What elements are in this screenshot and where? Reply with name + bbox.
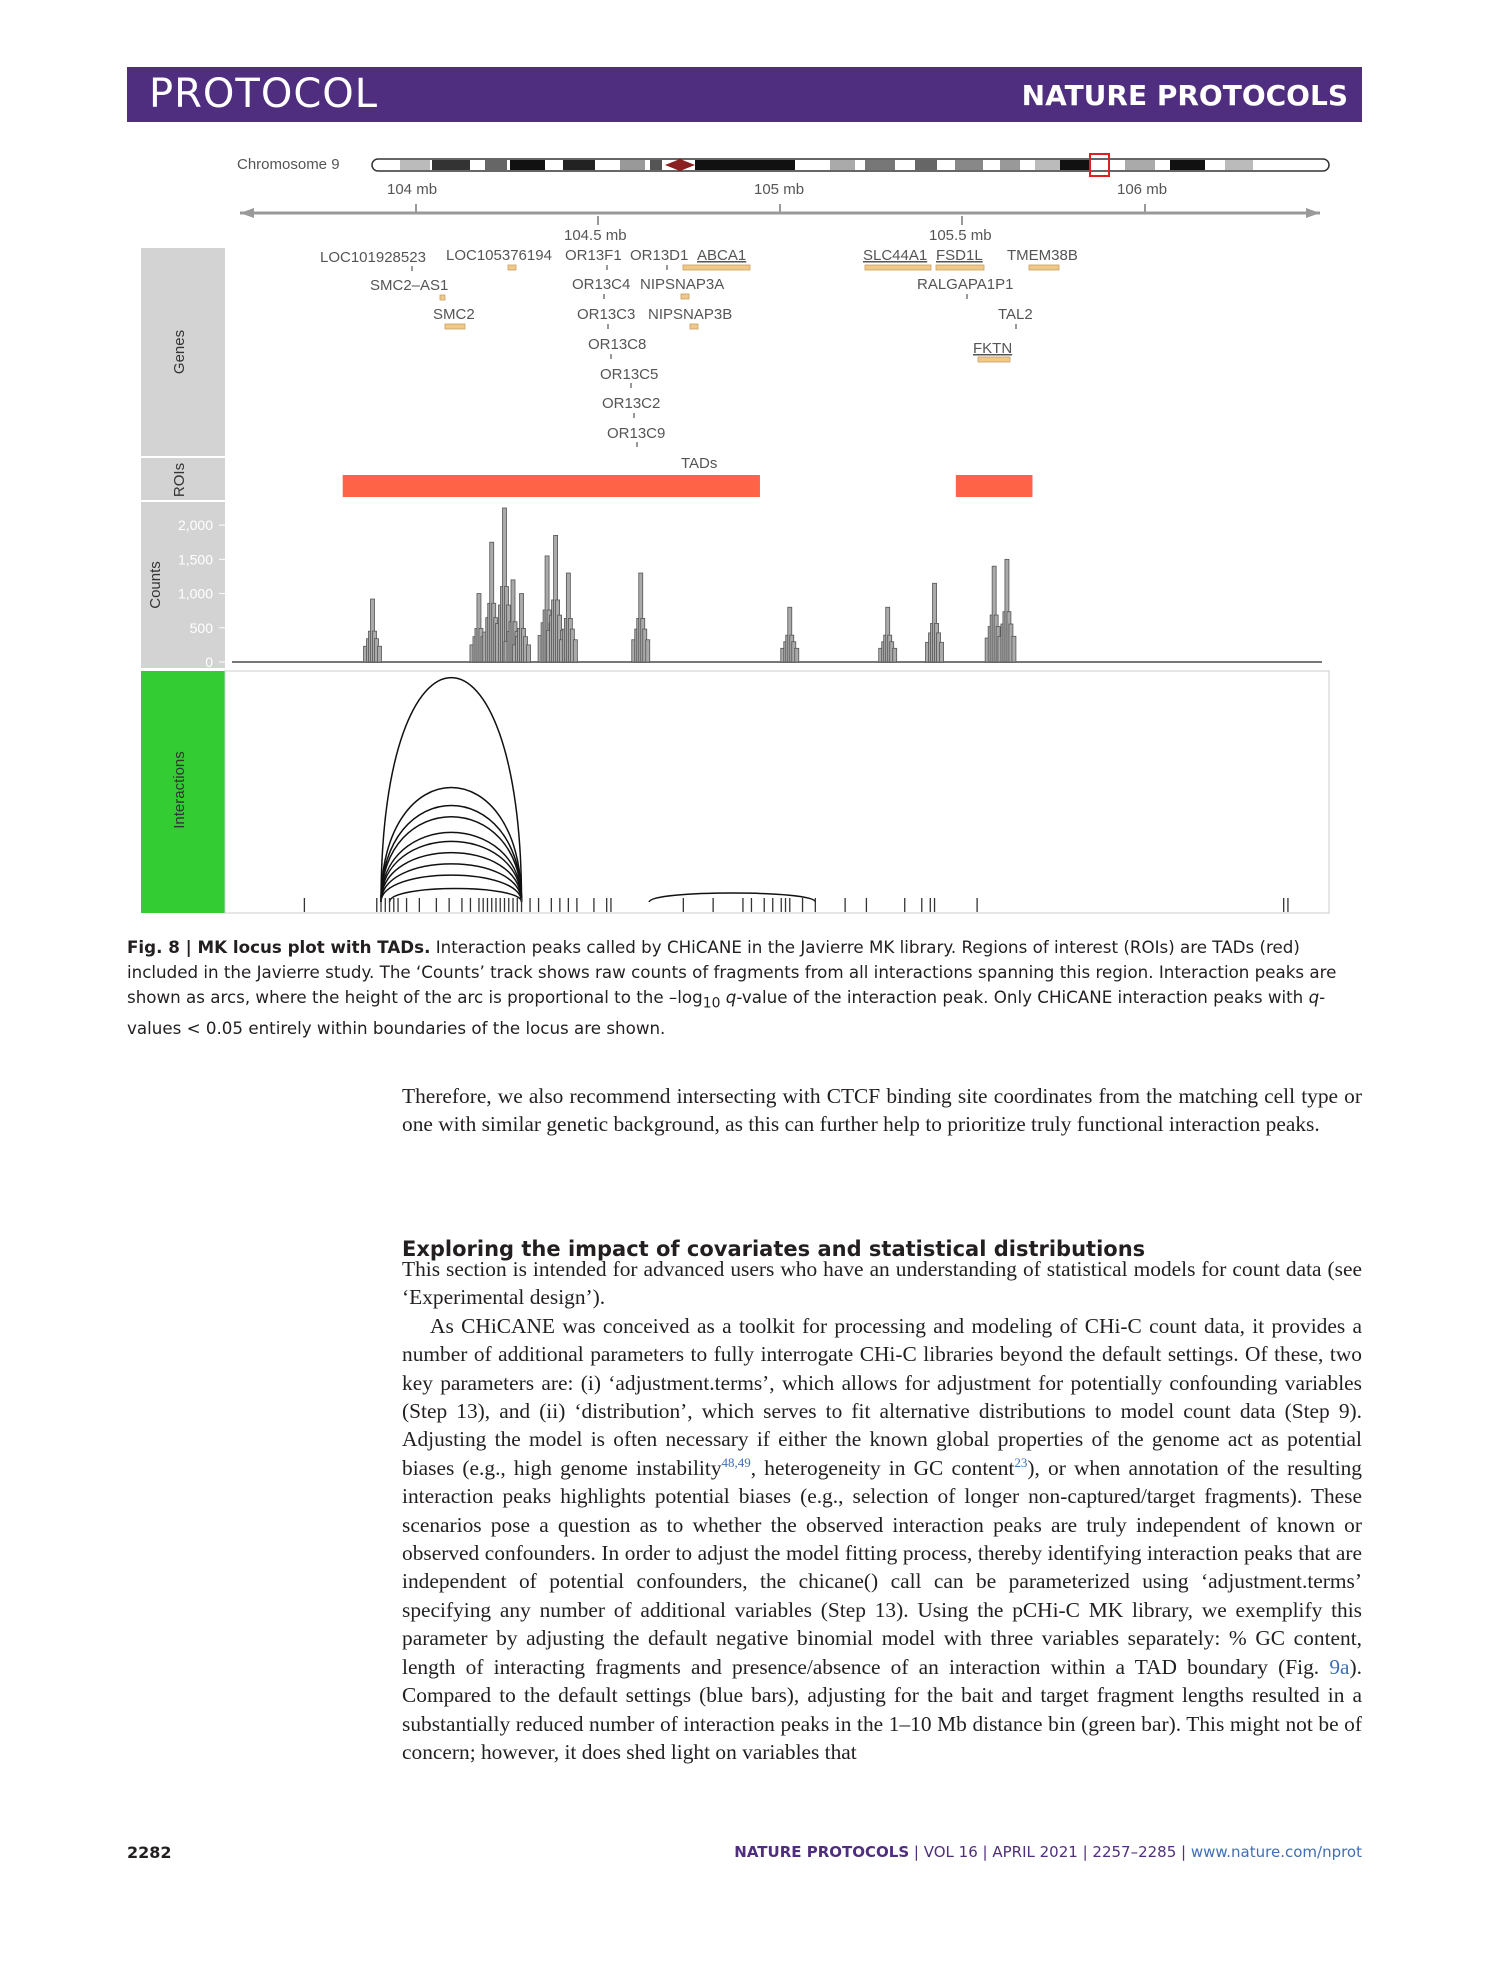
- count-bar: [795, 648, 799, 662]
- caption-q2: q: [1308, 987, 1320, 1007]
- counts-tick-label: 0: [205, 654, 213, 670]
- count-bar: [573, 640, 577, 662]
- gene-label: SLC44A1: [863, 247, 928, 264]
- tad-region: [343, 475, 760, 497]
- section-title: Exploring the impact of covariates and statistical distributions: [402, 1237, 1146, 1261]
- interactions-plot-area: [225, 671, 1329, 913]
- caption-text-1: Interaction peaks called by CHiCANE in the Javierre MK library. Regions of interest (ROIs) are TADs (red) included in the Javierre study. The ‘Counts’ track shows raw counts of fragments from all interactions spanning this region. Interaction peaks are shown as arcs, where the height of the arc is proportional to the –log: [127, 937, 1337, 1007]
- gene-label: OR13C8: [588, 336, 647, 353]
- counts-track-label: Counts: [147, 561, 164, 609]
- count-bar: [527, 645, 531, 662]
- roi-layer: [343, 475, 1033, 497]
- caption-text-3: -values < 0.05 entirely within boundaries of the locus are shown.: [127, 987, 1326, 1039]
- locus-plot-figure: [0, 0, 1489, 930]
- gene-label: OR13C3: [577, 306, 636, 323]
- axis-tick-106: 106 mb: [1117, 181, 1168, 198]
- gene-label: OR13C9: [607, 425, 666, 442]
- genes-layer: [320, 247, 1078, 447]
- section-label: PROTOCOL: [149, 71, 379, 117]
- footer-citation: NATURE PROTOCOLS | VOL 16 | APRIL 2021 | 2257–2285 | www.nature.com/nprot: [734, 1843, 1362, 1861]
- chromosome-label: Chromosome 9: [237, 156, 340, 173]
- counts-tick-label: 1,500: [177, 551, 213, 568]
- counts-bars: [232, 508, 1322, 662]
- caption-q: q: [720, 987, 737, 1007]
- axis-subtick-1045: 104.5 mb: [564, 227, 627, 244]
- gene-label: OR13C4: [572, 276, 631, 293]
- gene-label: NIPSNAP3A: [640, 276, 725, 293]
- counts-tick-label: 500: [189, 619, 213, 636]
- page-number: 2282: [127, 1843, 172, 1862]
- gene-label: NIPSNAP3B: [648, 306, 733, 323]
- gene-label: TMEM38B: [1007, 247, 1078, 264]
- count-bar: [893, 648, 897, 662]
- count-bar: [646, 640, 650, 662]
- caption-label: Fig. 8 | MK locus plot with TADs.: [127, 937, 431, 957]
- gene-label: RALGAPA1P1: [917, 276, 1014, 293]
- genes-track-label: Genes: [171, 329, 188, 375]
- axis-tick-105: 105 mb: [754, 181, 805, 198]
- gene-label: SMC2: [433, 306, 475, 323]
- reference-link[interactable]: 48,49: [721, 1454, 751, 1470]
- tad-region: [956, 475, 1033, 497]
- count-bar: [1012, 636, 1016, 662]
- body-paragraph-3: As CHiCANE was conceived as a toolkit for processing and modeling of CHi-C count data, it provides a number of additional parameters to fully interrogate CHi-C libraries beyond the default settings. Of these, two key parameters are: (i) ‘adjustment.terms’, which allows for adjustment for potentially confounding variables (Step 13), and (ii) ‘distribution’, which serves to fit alternative distributions to model count data (Step 9). Adjusting the model is often necessary if either the known global properties of the genome act as potential biases (e.g., high genome instability$^{48,49}$, heterogeneity in GC content$^{23}$), or when annotation of the resulting interaction peaks highlights potential biases (e.g., selection of longer non-captured/target fragments). These scenarios pose a question as to whether the observed interaction peaks are truly independent of known or observed confounders. In order to adjust the model fitting process, thereby identifying interaction peaks that are independent of potential confounders, the chicane() call can be parameterized using ‘adjustment.terms’ specifying any number of additional variables (Step 13). Using the pCHi-C MK library, we exemplify this parameter by adjusting the default negative binomial model with three variables separately: % GC content, length of interacting fragments and presence/absence of an interaction within a TAD boundary (Fig. 9a). Compared to the default settings (blue bars), adjusting for the bait and target fragment lengths resulted in a substantially reduced number of interaction peaks in the 1–10 Mb distance bin (green bar). This might not be of concern; however, it does shed light on variables that: [402, 1313, 1362, 1764]
- count-bar: [940, 642, 944, 662]
- gene-label: TAL2: [998, 306, 1033, 323]
- gene-label: SMC2–AS1: [370, 277, 449, 294]
- gene-label: OR13F1: [565, 247, 622, 264]
- gene-label: OR13C5: [600, 366, 659, 383]
- gene-label: FKTN: [973, 340, 1013, 357]
- body-paragraph-1: Therefore, we also recommend intersecting with CTCF binding site coordinates from the matching cell type or one with similar genetic background, as this can further help to prioritize truly functional interaction peaks.: [402, 1084, 1362, 1137]
- caption-sub: 10: [702, 995, 721, 1012]
- caption-text-2: -value of the interaction peak. Only CHiCANE interaction peaks with: [736, 987, 1309, 1007]
- figure-caption: [127, 935, 1362, 1041]
- roi-label: TADs: [681, 455, 718, 472]
- body-paragraphs: [402, 1255, 1362, 1766]
- counts-tick-label: 2,000: [177, 517, 213, 534]
- journal-name: NATURE PROTOCOLS: [1021, 79, 1348, 112]
- journal-url[interactable]: www.nature.com/nprot: [1190, 1843, 1362, 1861]
- gene-label: OR13D1: [630, 247, 689, 264]
- chromosome-ideogram: [372, 154, 1329, 176]
- figure-link[interactable]: 9a: [1329, 1654, 1350, 1679]
- gene-label: OR13C2: [602, 395, 661, 412]
- gene-label: ABCA1: [697, 247, 747, 264]
- reference-link[interactable]: 23: [1014, 1454, 1028, 1470]
- interactions-track-label: Interactions: [171, 751, 188, 829]
- count-bar: [378, 646, 382, 662]
- body-paragraph-2: This section is intended for advanced users who have an understanding of statistical models for count data (see ‘Experimental design’).: [402, 1257, 1362, 1310]
- counts-tick-label: 1,000: [177, 585, 213, 602]
- genome-axis: [240, 181, 1320, 244]
- axis-subtick-1055: 105.5 mb: [929, 227, 992, 244]
- gene-label: LOC101928523: [320, 249, 426, 266]
- gene-label: LOC105376194: [446, 247, 552, 264]
- rois-track-label: ROIs: [171, 462, 188, 498]
- axis-tick-104: 104 mb: [387, 181, 438, 198]
- gene-label: FSD1L: [936, 247, 983, 264]
